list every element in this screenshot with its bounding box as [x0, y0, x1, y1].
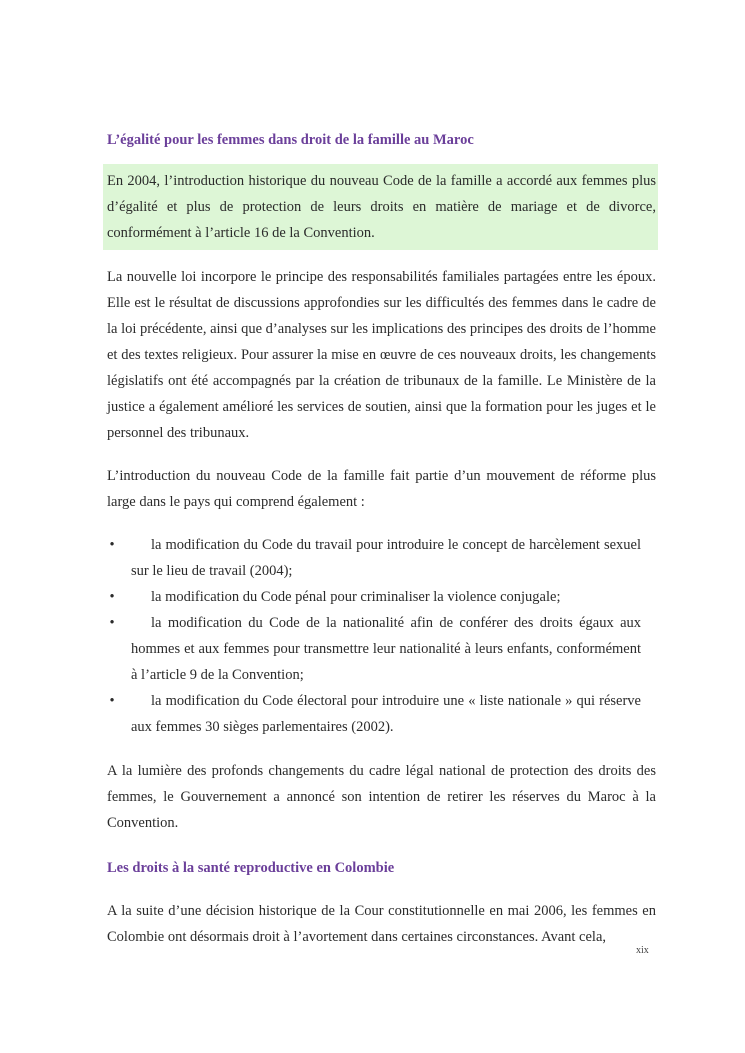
- spacer: [107, 880, 656, 898]
- paragraph-reservations: A la lumière des profonds changements du cadre légal national de protection des droits des femmes, le Gouvernement a annoncé son intention de retirer les réserves du Maroc à la Convention.: [107, 763, 656, 831]
- list-item: [107, 688, 656, 740]
- bullet-icon: •: [109, 537, 115, 553]
- list-item-text: la modification du Code du travail pour introduire le concept de harcèlement sexuel sur le lieu de travail (2004);: [131, 537, 641, 579]
- paragraph-new-law: La nouvelle loi incorpore le principe des responsabilités familiales partagées entre les époux. Elle est le résultat de discussions approfondies sur les difficultés des femmes dans le cadre de la loi précédente, ainsi que d’analyses sur les implications des principes des droits de l’homme et des textes religieux. Pour assurer la mise en œuvre de ces nouveaux droits, les changements législatifs ont été accompagnés par la création de tribunaux de la famille. Le Ministère de la justice a également amélioré les services de soutien, ainsi que la formation pour les juges et le personnel des tribunaux.: [107, 269, 656, 441]
- list-item-text: la modification du Code pénal pour criminaliser la violence conjugale;: [151, 589, 561, 605]
- section-heading-morocco: L’égalité pour les femmes dans droit de la famille au Maroc: [107, 132, 474, 148]
- spacer: [107, 446, 656, 463]
- list-item-text: la modification du Code électoral pour introduire une « liste nationale » qui réserve aux femmes 30 sièges parlementaires (2002).: [131, 693, 641, 735]
- list-item: [107, 584, 656, 610]
- document-page: [107, 128, 656, 950]
- spacer: [107, 152, 656, 164]
- paragraph-reform-intro: L’introduction du nouveau Code de la famille fait partie d’un mouvement de réforme plus large dans le pays qui comprend également :: [107, 468, 656, 510]
- spacer: [107, 740, 656, 758]
- reform-list: [107, 532, 656, 740]
- spacer: [107, 836, 656, 856]
- bullet-icon: •: [109, 589, 115, 605]
- spacer: [107, 515, 656, 532]
- bullet-icon: •: [109, 615, 115, 631]
- bullet-icon: •: [109, 693, 115, 709]
- paragraph-colombia: A la suite d’une décision historique de la Cour constitutionnelle en mai 2006, les femmes en Colombie ont désormais droit à l’avortement dans certaines circonstances. Avant cela,: [107, 903, 656, 945]
- highlighted-paragraph: En 2004, l’introduction historique du nouveau Code de la famille a accordé aux femmes plus d’égalité et plus de protection de leurs droits en matière de mariage et de divorce, conformément à l’article 16 de la Convention.: [103, 164, 658, 250]
- list-item-text: la modification du Code de la nationalité afin de conférer des droits égaux aux hommes et aux femmes pour transmettre leur nationalité à leurs enfants, conformément à l’article 9 de la Convention;: [131, 615, 641, 683]
- list-item: [107, 610, 656, 688]
- list-item: [107, 532, 656, 584]
- page-number: xix: [636, 946, 649, 953]
- section-heading-colombia: Les droits à la santé reproductive en Colombie: [107, 860, 395, 876]
- spacer: [107, 250, 656, 264]
